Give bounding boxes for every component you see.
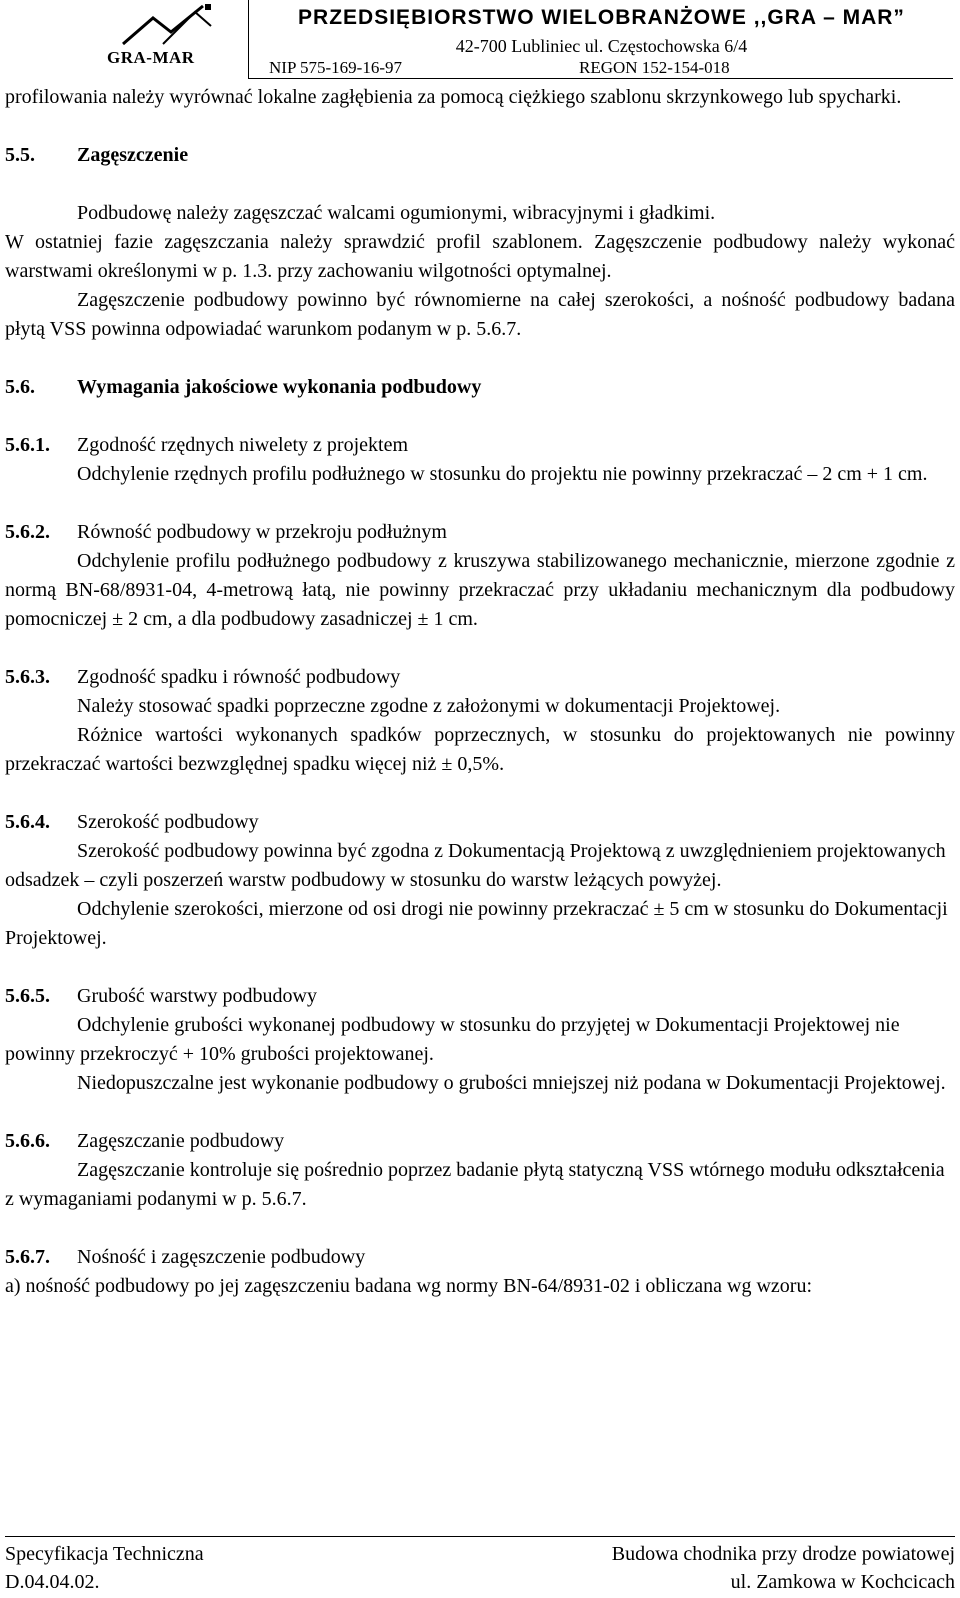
footer-project-location: ul. Zamkowa w Kochcicach [730, 1571, 955, 1593]
subsection-5-6-7-heading [5, 1243, 955, 1272]
company-info [248, 0, 953, 79]
section-title: Zagęszczenie [77, 144, 189, 166]
paragraph: Należy stosować spadki poprzeczne zgodne z założonymi w dokumentacji Projektowej. [77, 695, 781, 717]
section-number: 5.6. [5, 376, 35, 398]
section-title: Wymagania jakościowe wykonania podbudowy [77, 376, 482, 398]
subsection-number: 5.6.5. [5, 985, 50, 1007]
subsection-number: 5.6.3. [5, 666, 50, 688]
intro-paragraph: profilowania należy wyrównać lokalne zagłębienia za pomocą ciężkiego szablonu skrzynkowego lub spycharki. [5, 86, 902, 108]
subsection-5-6-6-heading [5, 1127, 955, 1156]
subsection-number: 5.6.2. [5, 521, 50, 543]
paragraph: a) nośność podbudowy po jej zagęszczeniu badana wg normy BN-64/8931-02 i obliczana wg wzoru: [5, 1275, 813, 1297]
subsection-title: Zagęszczanie podbudowy [77, 1130, 285, 1152]
document-page [5, 0, 955, 1597]
paragraph: Odchylenie rzędnych profilu podłużnego w stosunku do projektu nie powinny przekraczać – 2 cm + 1 cm. [77, 463, 928, 485]
paragraph: Niedopuszczalne jest wykonanie podbudowy o grubości mniejszej niż podana w Dokumentacji Projektowej. [77, 1072, 946, 1094]
company-logo [93, 0, 243, 74]
company-regon: REGON 152-154-018 [579, 58, 730, 77]
footer-project-name: Budowa chodnika przy drodze powiatowej [611, 1543, 955, 1565]
section-5-6-heading [5, 373, 955, 402]
company-address: 42-700 Lubliniec ul. Częstochowska 6/4 [455, 36, 748, 56]
document-body [5, 83, 955, 1301]
paragraph: Szerokość podbudowy powinna być zgodna z Dokumentacją Projektową z uwzględnieniem projektowanych odsadzek – czyli poszerzeń warstw podbudowy w stosunku do warstw leżących powyżej. [5, 840, 946, 891]
subsection-5-6-3-heading [5, 663, 955, 692]
subsection-5-6-2-heading [5, 518, 955, 547]
subsection-title: Grubość warstwy podbudowy [77, 985, 317, 1007]
subsection-number: 5.6.1. [5, 434, 50, 456]
paragraph: Odchylenie szerokości, mierzone od osi drogi nie powinny przekraczać ± 5 cm w stosunku do Dokumentacji Projektowej. [5, 898, 948, 949]
page-header [5, 0, 955, 80]
subsection-number: 5.6.4. [5, 811, 50, 833]
company-name: PRZEDSIĘBIORSTWO WIELOBRANŻOWE ,,GRA – MAR” [298, 6, 905, 29]
section-number: 5.5. [5, 144, 35, 166]
footer-spec-code: D.04.04.02. [5, 1571, 100, 1593]
paragraph: Podbudowę należy zagęszczać walcami ogumionymi, wibracyjnymi i gładkimi. [77, 202, 716, 224]
subsection-title: Nośność i zagęszczenie podbudowy [77, 1246, 366, 1268]
subsection-number: 5.6.7. [5, 1246, 50, 1268]
footer-spec-title: Specyfikacja Techniczna [5, 1543, 204, 1565]
paragraph: Odchylenie profilu podłużnego podbudowy z kruszywa stabilizowanego mechanicznie, mierzone zgodnie z normą BN-68/8931-04, 4-metrową łatą, nie powinny przekraczać przy układaniu mechanicznym dla podbudowy pomocniczej ± 2 cm, a dla podbudowy zasadniczej ± 1 cm. [5, 550, 955, 630]
paragraph: Zagęszczanie kontroluje się pośrednio poprzez badanie płytą statyczną VSS wtórnego modułu odkształcenia z wymaganiami podanymi w p. 5.6.7. [5, 1159, 945, 1210]
paragraph: Odchylenie grubości wykonanej podbudowy w stosunku do przyjętej w Dokumentacji Projektowej nie powinny przekroczyć + 10% grubości projektowanej. [5, 1014, 900, 1065]
subsection-title: Zgodność spadku i równość podbudowy [77, 666, 401, 688]
section-5-5-heading [5, 141, 955, 170]
subsection-5-6-4-heading [5, 808, 955, 837]
subsection-5-6-1-heading [5, 431, 955, 460]
subsection-5-6-5-heading [5, 982, 955, 1011]
subsection-title: Szerokość podbudowy [77, 811, 259, 833]
logo-text: GRA-MAR [107, 48, 195, 67]
subsection-title: Równość podbudowy w przekroju podłużnym [77, 521, 447, 543]
logo-graphic [93, 0, 243, 48]
page-footer [5, 1536, 955, 1598]
paragraph: W ostatniej fazie zagęszczania należy sprawdzić profil szablonem. Zagęszczenie podbudowy należy wykonać warstwami określonymi w p. 1.3. przy zachowaniu wilgotności optymalnej. [5, 231, 955, 282]
paragraph: Różnice wartości wykonanych spadków poprzecznych, w stosunku do projektowanych nie powinny przekraczać wartości bezwzględnej spadku więcej niż ± 0,5%. [5, 724, 955, 775]
subsection-title: Zgodność rzędnych niwelety z projektem [77, 434, 408, 456]
company-nip: NIP 575-169-16-97 [269, 58, 402, 77]
subsection-number: 5.6.6. [5, 1130, 50, 1152]
paragraph: Zagęszczenie podbudowy powinno być równomierne na całej szerokości, a nośność podbudowy badana płytą VSS powinna odpowiadać warunkom podanym w p. 5.6.7. [5, 289, 955, 340]
